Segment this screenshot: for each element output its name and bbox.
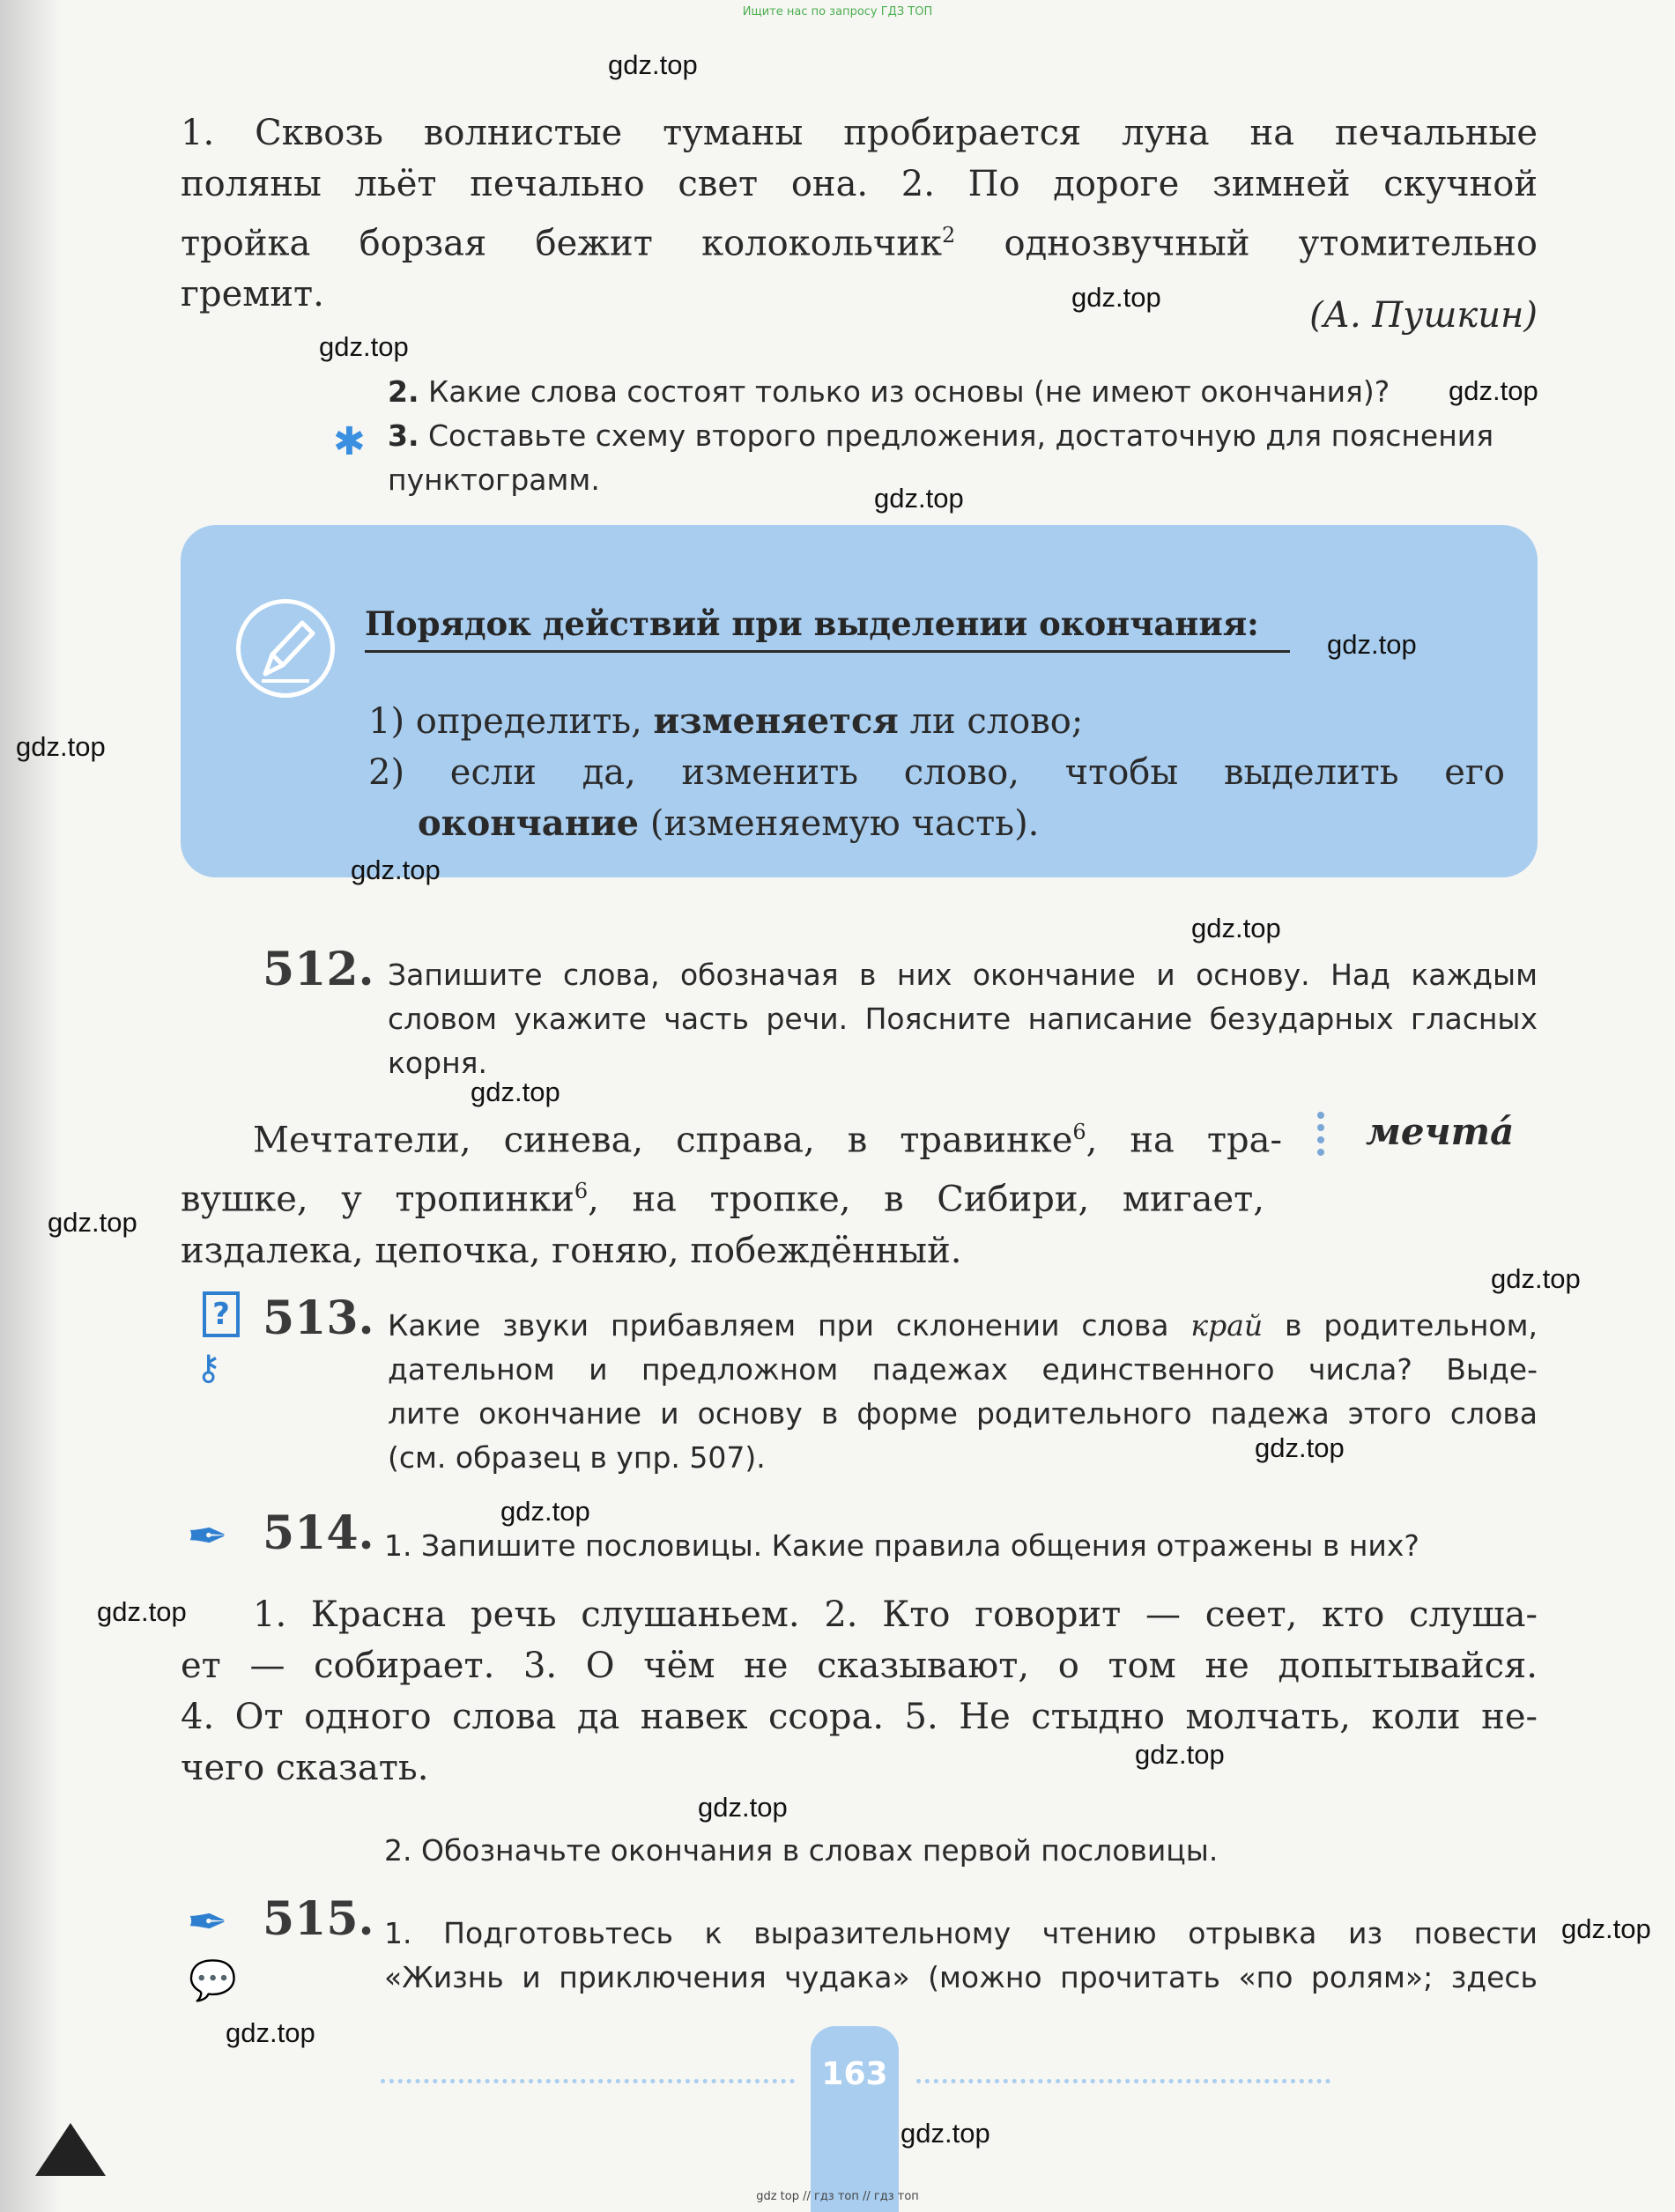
quill-icon: ✒ (187, 1508, 228, 1565)
speech-bubbles-icon: 💬 (189, 1958, 237, 2003)
watermark: gdz.top (1491, 1263, 1581, 1294)
rule-steps (368, 696, 1505, 849)
rule-step-1: 1) определить, изменяется ли слово; (368, 700, 1084, 742)
watermark: gdz.top (48, 1207, 137, 1238)
exercise-514-task-1: 1. Запишите пословицы. Какие правила общения отражены в них? (384, 1528, 1419, 1563)
rule-step-2-cont: окончание (изменяемую часть). (418, 803, 1040, 844)
footer-dots-right (916, 2079, 1330, 2083)
watermark: gdz.top (1255, 1432, 1345, 1463)
exercise-512-task: Запишите слова, обозначая в них окончание и основу. Над каждым словом укажите часть речи. Поясните написание безударных гласных корня. (388, 958, 1538, 1080)
page-edge-shadow (0, 0, 62, 2212)
poem-line-1: 1. Сквозь волнистые туманы пробирается луна на печальные (181, 113, 1538, 153)
watermark: gdz.top (1449, 375, 1538, 406)
exercise-513-task: Какие звуки прибавляем при склонении слова край в родительном, дательном и предложном падежах единственного числа? Выде- лите окончание и основу в форме родительного падежа этого слова (см. образец в упр. 507). (388, 1308, 1538, 1475)
exercise-number-513: 513. (263, 1291, 374, 1345)
watermark: gdz.top (1191, 913, 1281, 943)
watermark: gdz.top (1135, 1739, 1225, 1770)
footer-dots-left (381, 2079, 795, 2083)
watermark: gdz.top (16, 731, 106, 762)
watermark: gdz.top (900, 2118, 990, 2149)
quill-icon: ✒ (187, 1894, 228, 1951)
exercise-number-514: 514. (263, 1506, 374, 1560)
watermark: gdz.top (1561, 1913, 1651, 1944)
watermark: gdz.top (351, 854, 441, 885)
exercise-number-512: 512. (263, 943, 374, 996)
watermark: gdz.top (608, 49, 698, 80)
footnote-mark: 2 (942, 223, 956, 248)
watermark: gdz.top (1327, 629, 1417, 660)
poem (181, 107, 1538, 337)
watermark: gdz.top (1071, 282, 1161, 313)
watermark: gdz.top (874, 483, 964, 514)
poem-line-4: гремит. (А. Пушкин) (181, 269, 1538, 320)
margin-divider (1317, 1112, 1331, 1156)
watermark: gdz.top (500, 1496, 590, 1527)
exercise-515-task: 1. Подготовьтесь к выразительному чтению отрывка из повести «Жизнь и приключения чудака» (можно прочитать «по ролям»; здесь (384, 1916, 1538, 1994)
pencil-icon (236, 599, 335, 698)
bottom-links[interactable]: gdz top // гдз топ // гдз топ (756, 2190, 919, 2203)
rule-step-2: 2) если да, изменить слово, чтобы выделить его (368, 752, 1505, 793)
exercise-512-words: Мечтатели, синева, справа, в травинке$^6$, на тра- вушке, у тропинки$^6$, на тропке, в Сибири, мигает, издалека, цепочка, гоняю, побеждённый. (181, 1120, 1282, 1271)
watermark: gdz.top (319, 331, 409, 362)
task-2: 2. Какие слова состоят только из основы (не имеют окончания)? (388, 374, 1390, 409)
watermark: gdz.top (97, 1596, 187, 1627)
exercise-514-task-2: 2. Обозначьте окончания в словах первой пословицы. (384, 1833, 1219, 1868)
key-icon: ⚷ (196, 1348, 222, 1388)
page-corner (35, 2123, 106, 2176)
margin-word: мечтá (1366, 1110, 1515, 1153)
top-banner[interactable]: Ищите нас по запросу ГДЗ ТОП (742, 5, 933, 18)
asterisk-icon: ✱ (333, 419, 366, 464)
rule-title-underline (365, 650, 1290, 653)
question-icon: ? (203, 1291, 240, 1337)
task-3: 3. Составьте схему второго предложения, достаточную для пояснения пунктограмм. (388, 418, 1494, 497)
proverbs: 1. Красна речь слушаньем. 2. Кто говорит — сеет, кто слуша- ет — собирает. 3. О чём не сказывают, о том не допытывайся. 4. От одного слова да навек ссора. 5. Не стыдно молчать, коли не- чего сказать. (181, 1594, 1538, 1788)
poem-line-3: тройка борзая бежит колокольчик$^2$ однозвучный утомительно (181, 223, 1538, 264)
watermark: gdz.top (471, 1076, 560, 1107)
watermark: gdz.top (698, 1792, 788, 1823)
exercise-number-515: 515. (263, 1892, 374, 1946)
watermark: gdz.top (226, 2017, 315, 2048)
page-number: 163 (821, 2056, 888, 2092)
poem-line-2: поляны льёт печально свет она. 2. По дороге зимней скучной (181, 164, 1538, 204)
poem-author: (А. Пушкин) (1309, 295, 1538, 337)
page-number-tab (811, 2026, 899, 2212)
rule-title: Порядок действий при выделении окончания: (365, 604, 1259, 643)
